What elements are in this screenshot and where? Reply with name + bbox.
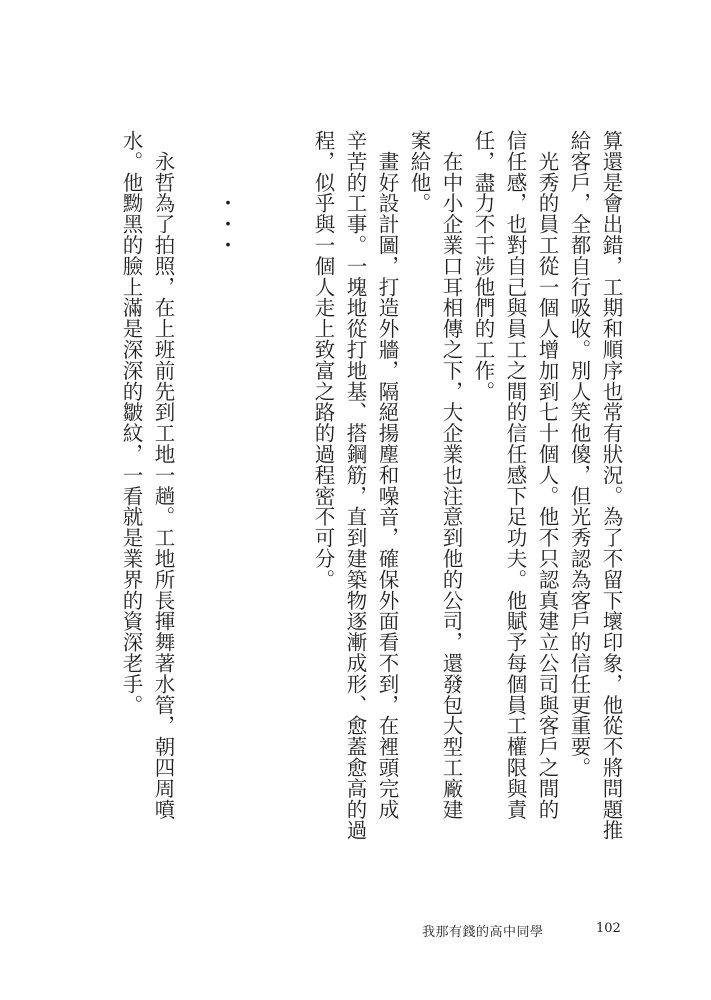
text-column-15: 水。他黝黑的臉上滿是深深的皺紋，一看就是業界的資深老手。 (119, 130, 143, 716)
text-column-14: 永哲為了拍照，在上班前先到工地一趟。工地所長揮舞著水管，朝四周噴 (151, 130, 175, 820)
text-column-3: 光秀的員工從一個人增加到七十個人。他不只認真建立公司與客戶之間的 (535, 130, 559, 820)
text-column-10: 程，似乎與一個人走上致富之路的過程密不可分。 (311, 130, 335, 590)
page-number: 102 (596, 921, 621, 936)
text-column-4: 信任感，也對自己與員工之間的信任感下足功夫。他賦予每個員工權限與責 (503, 130, 527, 820)
text-column-5: 任，盡力不干涉他們的工作。 (471, 130, 495, 402)
running-footer-title: 我那有錢的高中同學 (422, 925, 544, 940)
text-column-2: 給客戶，全都自行吸收。別人笑他傻，但光秀認為客戶的信任更重要。 (567, 130, 591, 778)
text-column-8: 畫好設計圖，打造外牆，隔絕揚塵和噪音，確保外面看不到，在裡頭完成 (375, 130, 399, 820)
text-column-1: 算還是會出錯，工期和順序也常有狀況。為了不留下壞印象，他從不將問題推 (599, 130, 623, 841)
text-column-9: 辛苦的工事。一塊地從打地基、搭鋼筋，直到建築物逐漸成形、愈蓋愈高的過 (343, 130, 367, 841)
text-column-7: 案給他。 (407, 130, 431, 214)
section-break-dots: ・・・ (214, 130, 238, 256)
text-column-6: 在中小企業口耳相傳之下，大企業也注意到他的公司，還發包大型工廠建 (439, 130, 463, 820)
